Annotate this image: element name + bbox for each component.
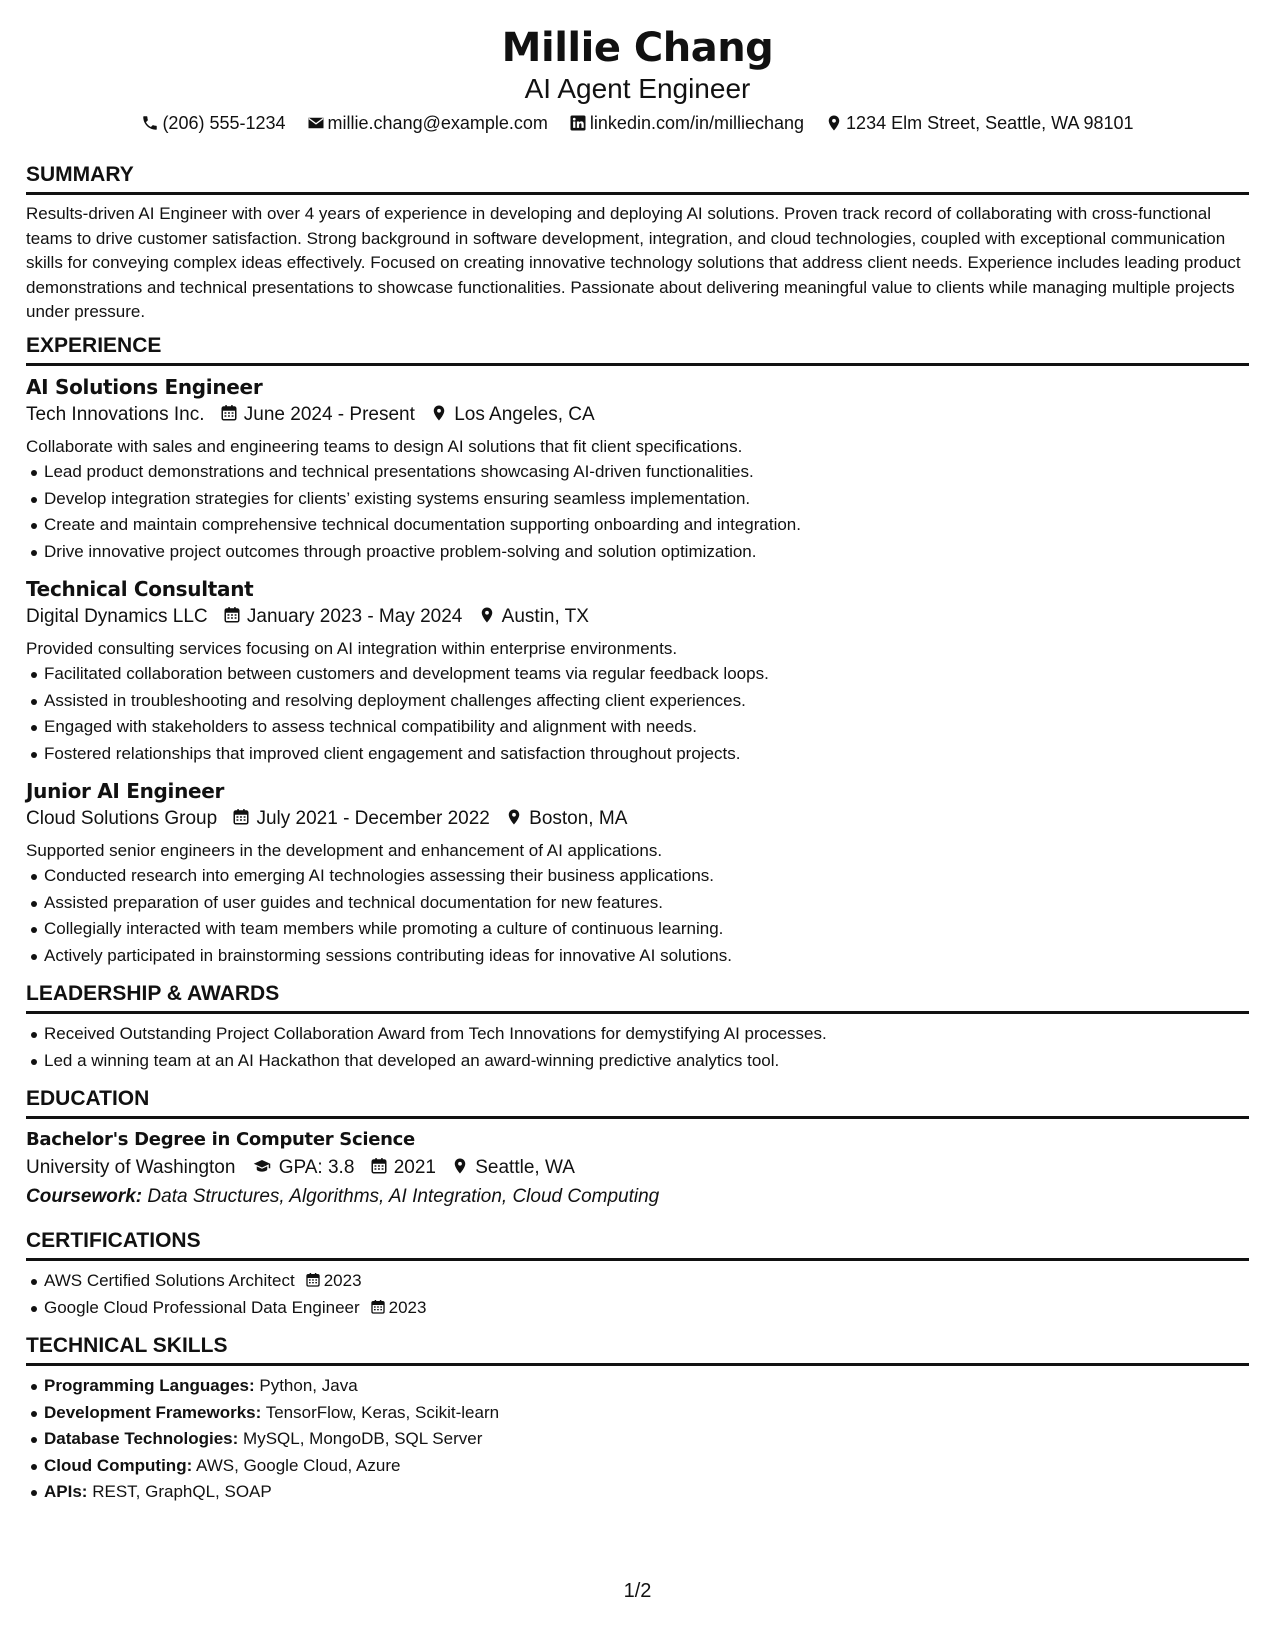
leadership-section bbox=[26, 981, 1249, 1074]
page-number: 1/2 bbox=[623, 1580, 652, 1602]
certifications-section bbox=[26, 1228, 1249, 1321]
job-entry bbox=[26, 575, 1249, 767]
coursework bbox=[26, 1182, 1249, 1212]
graduation-cap-icon bbox=[251, 1157, 273, 1175]
degree-title: Bachelor's Degree in Computer Science bbox=[26, 1129, 415, 1150]
contact-linkedin[interactable] bbox=[569, 110, 804, 136]
job-dates: January 2023 - May 2024 bbox=[246, 606, 463, 627]
phone-icon bbox=[141, 114, 159, 132]
coursework-label: Coursework: bbox=[26, 1186, 143, 1207]
cert-name: Google Cloud Professional Data Engineer bbox=[44, 1297, 360, 1317]
job-description: Supported senior engineers in the development and enhancement of AI applications. bbox=[26, 841, 663, 860]
contact-email-text: millie.chang@example.com bbox=[327, 113, 548, 133]
candidate-role: AI Agent Engineer bbox=[524, 73, 751, 104]
contact-linkedin-text: linkedin.com/in/milliechang bbox=[589, 113, 805, 133]
list-item: Facilitated collaboration between customers and development teams via regular feedback loops. bbox=[44, 661, 1249, 688]
skill-label: Cloud Computing: bbox=[44, 1455, 193, 1475]
skill-value: Python, Java bbox=[259, 1376, 358, 1395]
job-meta bbox=[26, 805, 1249, 833]
contact-address-text: 1234 Elm Street, Seattle, WA 98101 bbox=[846, 113, 1134, 133]
map-pin-icon bbox=[825, 114, 843, 132]
skill-value: MySQL, MongoDB, SQL Server bbox=[243, 1429, 483, 1448]
job-bullets bbox=[26, 459, 1249, 565]
contact-bar bbox=[0, 110, 1275, 136]
certifications-heading: CERTIFICATIONS bbox=[26, 1228, 1249, 1261]
list-item: Collegially interacted with team members while promoting a culture of continuous learning. bbox=[44, 916, 1249, 943]
calendar-icon bbox=[220, 404, 238, 422]
job-title: AI Solutions Engineer bbox=[26, 375, 263, 399]
job-company: Digital Dynamics LLC bbox=[26, 606, 208, 627]
job-bullets bbox=[26, 863, 1249, 969]
skill-value: TensorFlow, Keras, Scikit-learn bbox=[265, 1402, 500, 1422]
leadership-list bbox=[26, 1021, 1249, 1074]
list-item: Received Outstanding Project Collaboration Award from Tech Innovations for demystifying AI processes. bbox=[44, 1021, 1249, 1048]
cert-name: AWS Certified Solutions Architect bbox=[44, 1271, 295, 1290]
job-bullets bbox=[26, 661, 1249, 767]
leadership-heading: LEADERSHIP & AWARDS bbox=[26, 981, 1249, 1014]
list-item: Assisted preparation of user guides and technical documentation for new features. bbox=[44, 890, 1249, 917]
education-gpa: GPA: 3.8 bbox=[278, 1157, 355, 1178]
map-pin-icon bbox=[451, 1157, 469, 1175]
calendar-icon bbox=[370, 1157, 388, 1175]
skill-label: Database Technologies: bbox=[44, 1429, 239, 1448]
list-item bbox=[44, 1400, 1249, 1427]
job-location: Boston, MA bbox=[529, 808, 628, 829]
list-item: Lead product demonstrations and technical presentations showcasing AI-driven functionalities. bbox=[44, 459, 1249, 486]
job-meta bbox=[26, 401, 1249, 429]
summary-section bbox=[26, 162, 1249, 325]
contact-phone-text: (206) 555-1234 bbox=[162, 113, 286, 133]
map-pin-icon bbox=[478, 606, 496, 624]
list-item: Engaged with stakeholders to assess technical compatibility and alignment with needs. bbox=[44, 714, 1249, 741]
cert-year: 2023 bbox=[323, 1271, 362, 1290]
certifications-list bbox=[26, 1268, 1249, 1321]
job-description: Provided consulting services focusing on AI integration within enterprise environments. bbox=[26, 639, 678, 658]
linkedin-icon bbox=[569, 114, 587, 132]
envelope-icon bbox=[307, 114, 325, 132]
map-pin-icon bbox=[430, 404, 448, 422]
education-heading: EDUCATION bbox=[26, 1086, 1249, 1119]
skills-list bbox=[26, 1373, 1249, 1506]
job-company: Cloud Solutions Group bbox=[26, 808, 218, 829]
calendar-icon bbox=[232, 808, 250, 826]
list-item bbox=[44, 1295, 1249, 1322]
job-entry bbox=[26, 373, 1249, 565]
education-meta bbox=[26, 1154, 1249, 1182]
job-entry bbox=[26, 777, 1249, 969]
education-year: 2021 bbox=[393, 1157, 436, 1178]
summary-text: Results-driven AI Engineer with over 4 years of experience in developing and deploying AI solutions. Proven track record of collaborating with cross-functional teams to drive customer satisfaction. Strong background in software development, integration, and cloud technologies, coupled with exceptional communication skills for conveying complex ideas effectively. Focused on creating innovative technology solutions that address client needs. Experience includes leading product demonstrations and technical presentations to showcase functionalities. Passionate about delivering meaningful value to clients while managing multiple projects under pressure. bbox=[26, 204, 1241, 321]
contact-address bbox=[825, 110, 1134, 136]
cert-year: 2023 bbox=[388, 1297, 427, 1317]
coursework-text: Data Structures, Algorithms, AI Integration, Cloud Computing bbox=[147, 1186, 660, 1207]
job-meta bbox=[26, 603, 1249, 631]
list-item: Fostered relationships that improved client engagement and satisfaction throughout projects. bbox=[44, 741, 1249, 768]
list-item: Develop integration strategies for clients’ existing systems ensuring seamless implementation. bbox=[44, 486, 1249, 513]
job-title: Technical Consultant bbox=[26, 577, 254, 601]
calendar-icon bbox=[370, 1299, 386, 1315]
map-pin-icon bbox=[505, 808, 523, 826]
list-item bbox=[44, 1426, 1249, 1453]
contact-email[interactable] bbox=[307, 110, 548, 136]
list-item: Conducted research into emerging AI technologies assessing their business applications. bbox=[44, 863, 1249, 890]
list-item: Create and maintain comprehensive technical documentation supporting onboarding and integration. bbox=[44, 512, 1249, 539]
job-dates: June 2024 - Present bbox=[243, 404, 415, 425]
list-item bbox=[44, 1479, 1249, 1506]
job-location: Los Angeles, CA bbox=[454, 404, 595, 425]
skill-value: REST, GraphQL, SOAP bbox=[92, 1482, 272, 1501]
calendar-icon bbox=[305, 1272, 321, 1288]
candidate-name: Millie Chang bbox=[501, 25, 774, 71]
list-item bbox=[44, 1268, 1249, 1295]
summary-heading: SUMMARY bbox=[26, 162, 1249, 195]
contact-phone[interactable] bbox=[141, 110, 285, 136]
skill-label: APIs: bbox=[44, 1482, 88, 1501]
list-item: Actively participated in brainstorming sessions contributing ideas for innovative AI solutions. bbox=[44, 943, 1249, 970]
list-item bbox=[44, 1373, 1249, 1400]
education-section bbox=[26, 1086, 1249, 1212]
education-location: Seattle, WA bbox=[475, 1157, 575, 1178]
skill-label: Development Frameworks: bbox=[44, 1402, 262, 1422]
job-description: Collaborate with sales and engineering teams to design AI solutions that fit client specifications. bbox=[26, 437, 743, 456]
calendar-icon bbox=[223, 606, 241, 624]
school-name: University of Washington bbox=[26, 1157, 236, 1178]
experience-section bbox=[26, 333, 1249, 969]
job-dates: July 2021 - December 2022 bbox=[256, 808, 490, 829]
list-item: Assisted in troubleshooting and resolving deployment challenges affecting client experiences. bbox=[44, 688, 1249, 715]
experience-heading: EXPERIENCE bbox=[26, 333, 1249, 366]
list-item: Led a winning team at an AI Hackathon that developed an award-winning predictive analytics tool. bbox=[44, 1048, 1249, 1075]
skills-heading: TECHNICAL SKILLS bbox=[26, 1333, 1249, 1366]
skill-label: Programming Languages: bbox=[44, 1376, 255, 1395]
job-company: Tech Innovations Inc. bbox=[26, 404, 205, 425]
job-title: Junior AI Engineer bbox=[26, 779, 225, 803]
skills-section bbox=[26, 1333, 1249, 1506]
job-location: Austin, TX bbox=[501, 606, 589, 627]
skill-value: AWS, Google Cloud, Azure bbox=[196, 1455, 401, 1475]
list-item bbox=[44, 1453, 1249, 1480]
list-item: Drive innovative project outcomes through proactive problem-solving and solution optimization. bbox=[44, 539, 1249, 566]
